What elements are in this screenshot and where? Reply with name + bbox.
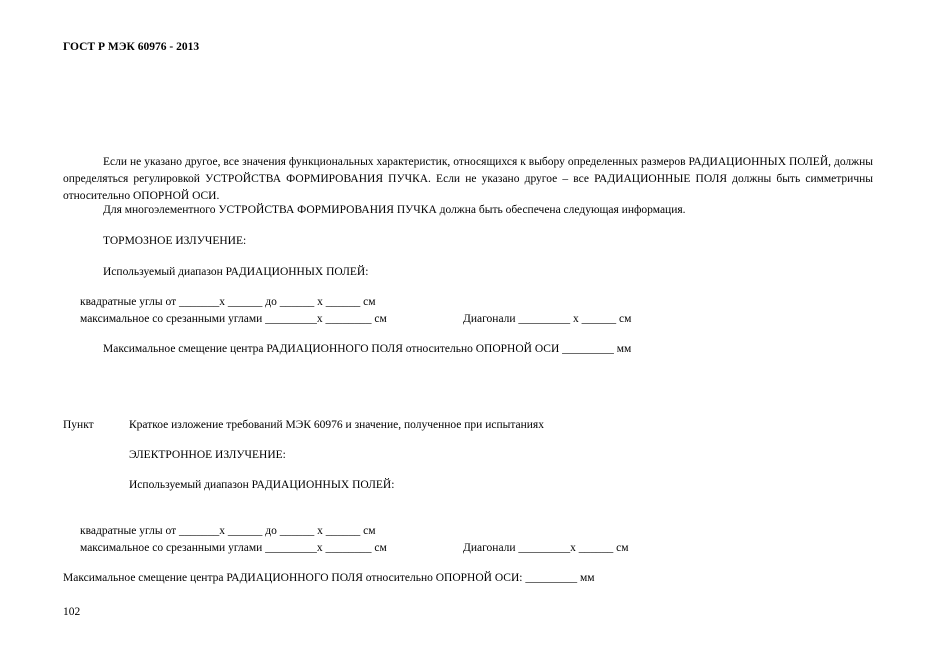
clause-title: Краткое изложение требований МЭК 60976 и значение, полученное при испытаниях: [129, 419, 544, 431]
electron-heading: ЭЛЕКТРОННОЕ ИЗЛУЧЕНИЕ:: [129, 449, 286, 461]
diagonals-line: Диагонали _________ х ______ см: [463, 313, 632, 325]
square-corners-line-electron: квадратные углы от _______х ______ до ______ х ______ см: [80, 525, 376, 537]
page-number: 102: [63, 606, 81, 618]
cut-corners-line: максимальное со срезанными углами _________х ________ см: [80, 313, 387, 325]
multileaf-info-text: Для многоэлементного УСТРОЙСТВА ФОРМИРОВАНИЯ ПУЧКА должна быть обеспечена следующая информация.: [103, 204, 686, 216]
diagonals-line-electron: Диагонали _________х ______ см: [463, 542, 629, 554]
field-range-label: Используемый диапазон РАДИАЦИОННЫХ ПОЛЕЙ:: [103, 266, 369, 278]
clause-label: Пункт: [63, 419, 94, 431]
field-range-label-electron: Используемый диапазон РАДИАЦИОННЫХ ПОЛЕЙ:: [129, 479, 395, 491]
cut-corners-line-electron: максимальное со срезанными углами _________х ________ см: [80, 542, 387, 554]
center-offset-line-electron: Максимальное смещение центра РАДИАЦИОННОГО ПОЛЯ относительно ОПОРНОЙ ОСИ: _________ мм: [63, 572, 595, 584]
intro-paragraph: Если не указано другое, все значения функциональных характеристик, относящихся к выбору определенных размеров РАДИАЦИОННЫХ ПОЛЕЙ, должны определяться регулировкой УСТРОЙСТВА ФОРМИРОВАНИЯ ПУЧКА. Если не указано другое – все РАДИАЦИОННЫЕ ПОЛЯ должны быть симметричны относительно ОПОРНОЙ ОСИ.: [63, 156, 873, 202]
square-corners-line: квадратные углы от _______х ______ до ______ х ______ см: [80, 296, 376, 308]
center-offset-line: Максимальное смещение центра РАДИАЦИОННОГО ПОЛЯ относительно ОПОРНОЙ ОСИ _________ мм: [103, 343, 632, 355]
bremsstrahlung-heading: ТОРМОЗНОЕ ИЗЛУЧЕНИЕ:: [103, 235, 247, 247]
document-header: ГОСТ Р МЭК 60976 - 2013: [63, 41, 200, 53]
